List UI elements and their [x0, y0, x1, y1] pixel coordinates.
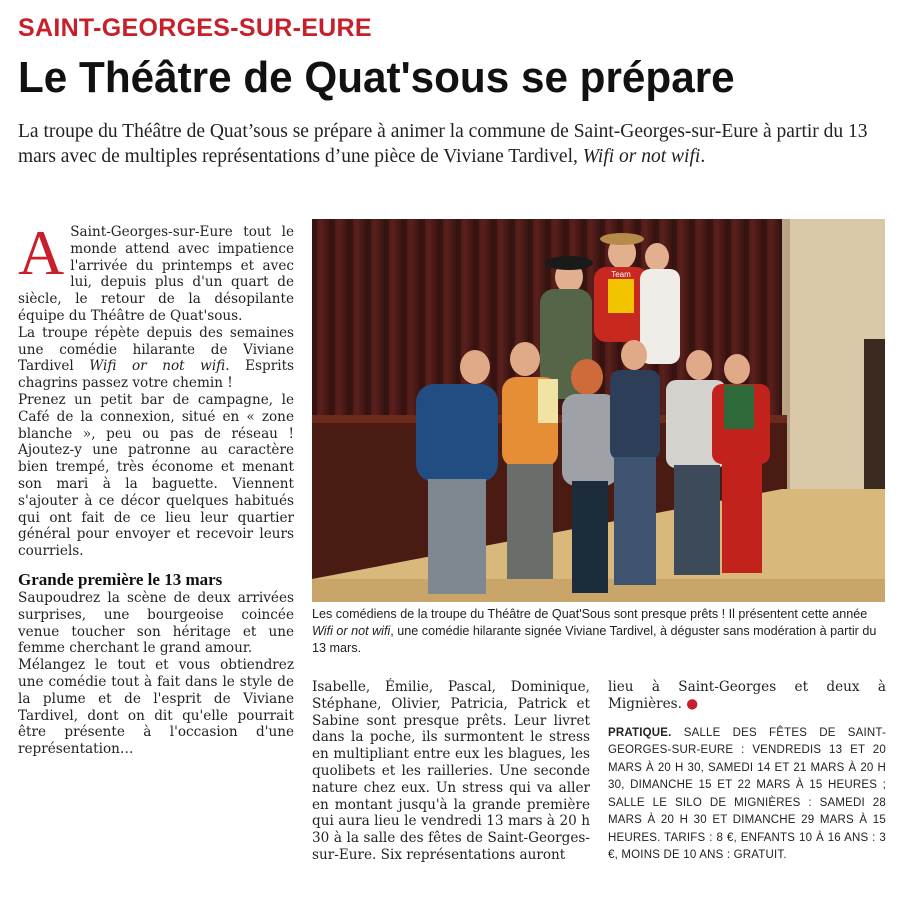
paragraph-cast-continued-text: lieu à Saint-Georges et deux à Mignières. — [608, 679, 886, 712]
paragraph-cast-continued — [608, 679, 886, 713]
tshirt-text: Team — [611, 270, 631, 279]
article-column-2 — [312, 679, 590, 864]
paragraph-cast — [312, 679, 590, 864]
paragraph-setting: Prenez un petit bar de campagne, le Café de la connexion, situé en « zone blanche », peu ou pas de réseau ! Ajoutez-y une patronne au caractère bien trempé, très économe et menant son mari à la baguette. Viennent s'ajouter à ce décor quelques habitués qui ont fait de ce lieu leur quartier général pour envoyer et recevoir leurs courriels. — [18, 391, 294, 560]
lead-end: . — [700, 146, 706, 167]
paragraph-cast-text: Isabelle, Émilie, Pascal, Dominique, Stéphane, Olivier, Patricia, Patrick et Sabine sont presque prêts. Leur livret dans la poche, ils surmontent le stress en multipliant entre eux les blagues, les quolibets et les railleries. Une seconde nature chez eux. Un stress qui va aller en montant jusqu'à la grande première qui aura lieu le vendredi 13 mars à 20 h 30 à la salle des fêtes de Saint-Georges-sur-Eure. Six représentations auront — [312, 679, 590, 863]
article-kicker: SAINT-GEORGES-SUR-EURE — [18, 14, 372, 42]
paragraph-rehearsal-end: . Esprits chagrins passez votre chemin ! — [18, 358, 295, 392]
photo-caption — [312, 606, 888, 657]
practical-label: PRATIQUE. — [608, 726, 672, 739]
paragraph-arrivals: Saupoudrez la scène de deux arrivées surprises, une bourgeoise coincée venue toucher son héritage et une femme cherchant le grand amour. — [18, 589, 294, 657]
play-title: Wifi or not wifi — [89, 358, 226, 375]
article-headline: Le Théâtre de Quat'sous se prépare — [18, 53, 735, 102]
article-column-3 — [608, 679, 886, 865]
article-lead — [18, 119, 888, 169]
paragraph-rehearsal — [18, 325, 294, 392]
caption-end: , une comédie hilarante signée Viviane Tardivel, à déguster sans modération à partir du 13 mars. — [312, 624, 877, 655]
lead-play-title: Wifi or not wifi — [582, 146, 701, 167]
paragraph-mix: Mélangez le tout et vous obtiendrez une comédie tout à fait dans le style de la plume et de l'esprit de Viviane Tardivel, dont on dit qu'elle pourrait être présente à l'occasion d'une représentation… — [18, 657, 294, 758]
practical-text: SALLE DES FÊTES DE SAINT-GEORGES-SUR-EURE : VENDREDIS 13 ET 20 MARS À 20 H 30, SAMEDI 14 ET 21 MARS À 20 H 30, DIMANCHE 15 ET 22 MARS À 15 HEURES ; SALLE LE SILO DE MIGNIÈRES : SAMEDI 28 MARS À 20 H 30 ET DIMANCHE 29 MARS À 15 HEURES. TARIFS : 8 €, ENFANTS 10 À 16 ANS : 3 €, MOINS DE 10 ANS : GRATUIT. — [608, 726, 886, 862]
troupe-photo-illustration — [312, 219, 885, 602]
paragraph-intro — [18, 217, 294, 325]
caption-play-title: Wifi or not wifi — [312, 624, 391, 638]
practical-info — [608, 725, 886, 865]
article-column-1 — [18, 217, 295, 758]
lead-text: La troupe du Théâtre de Quat’sous se prépare à animer la commune de Saint-Georges-sur-Eure à partir du 13 mars avec de multiples représentations d’une pièce de Viviane Tardivel, — [18, 121, 868, 167]
end-mark: ● — [686, 695, 699, 712]
paragraph-rehearsal-text: La troupe répète depuis des semaines une comédie hilarante de Viviane Tardivel — [18, 324, 294, 375]
section-subhead: Grande première le 13 mars — [18, 569, 223, 589]
troupe-photo — [312, 219, 885, 602]
drop-cap: A — [18, 217, 65, 288]
paragraph-intro-text: Saint-Georges-sur-Eure tout le monde attend avec impatience l'arrivée du printemps et avec lui, depuis plus d'un quart de siècle, le retour de la désopilante équipe du Théâtre de Quat'sous. — [18, 224, 294, 324]
caption-text: Les comédiens de la troupe du Théâtre de Quat'Sous sont presque prêts ! Il présentent cette année — [312, 607, 868, 621]
